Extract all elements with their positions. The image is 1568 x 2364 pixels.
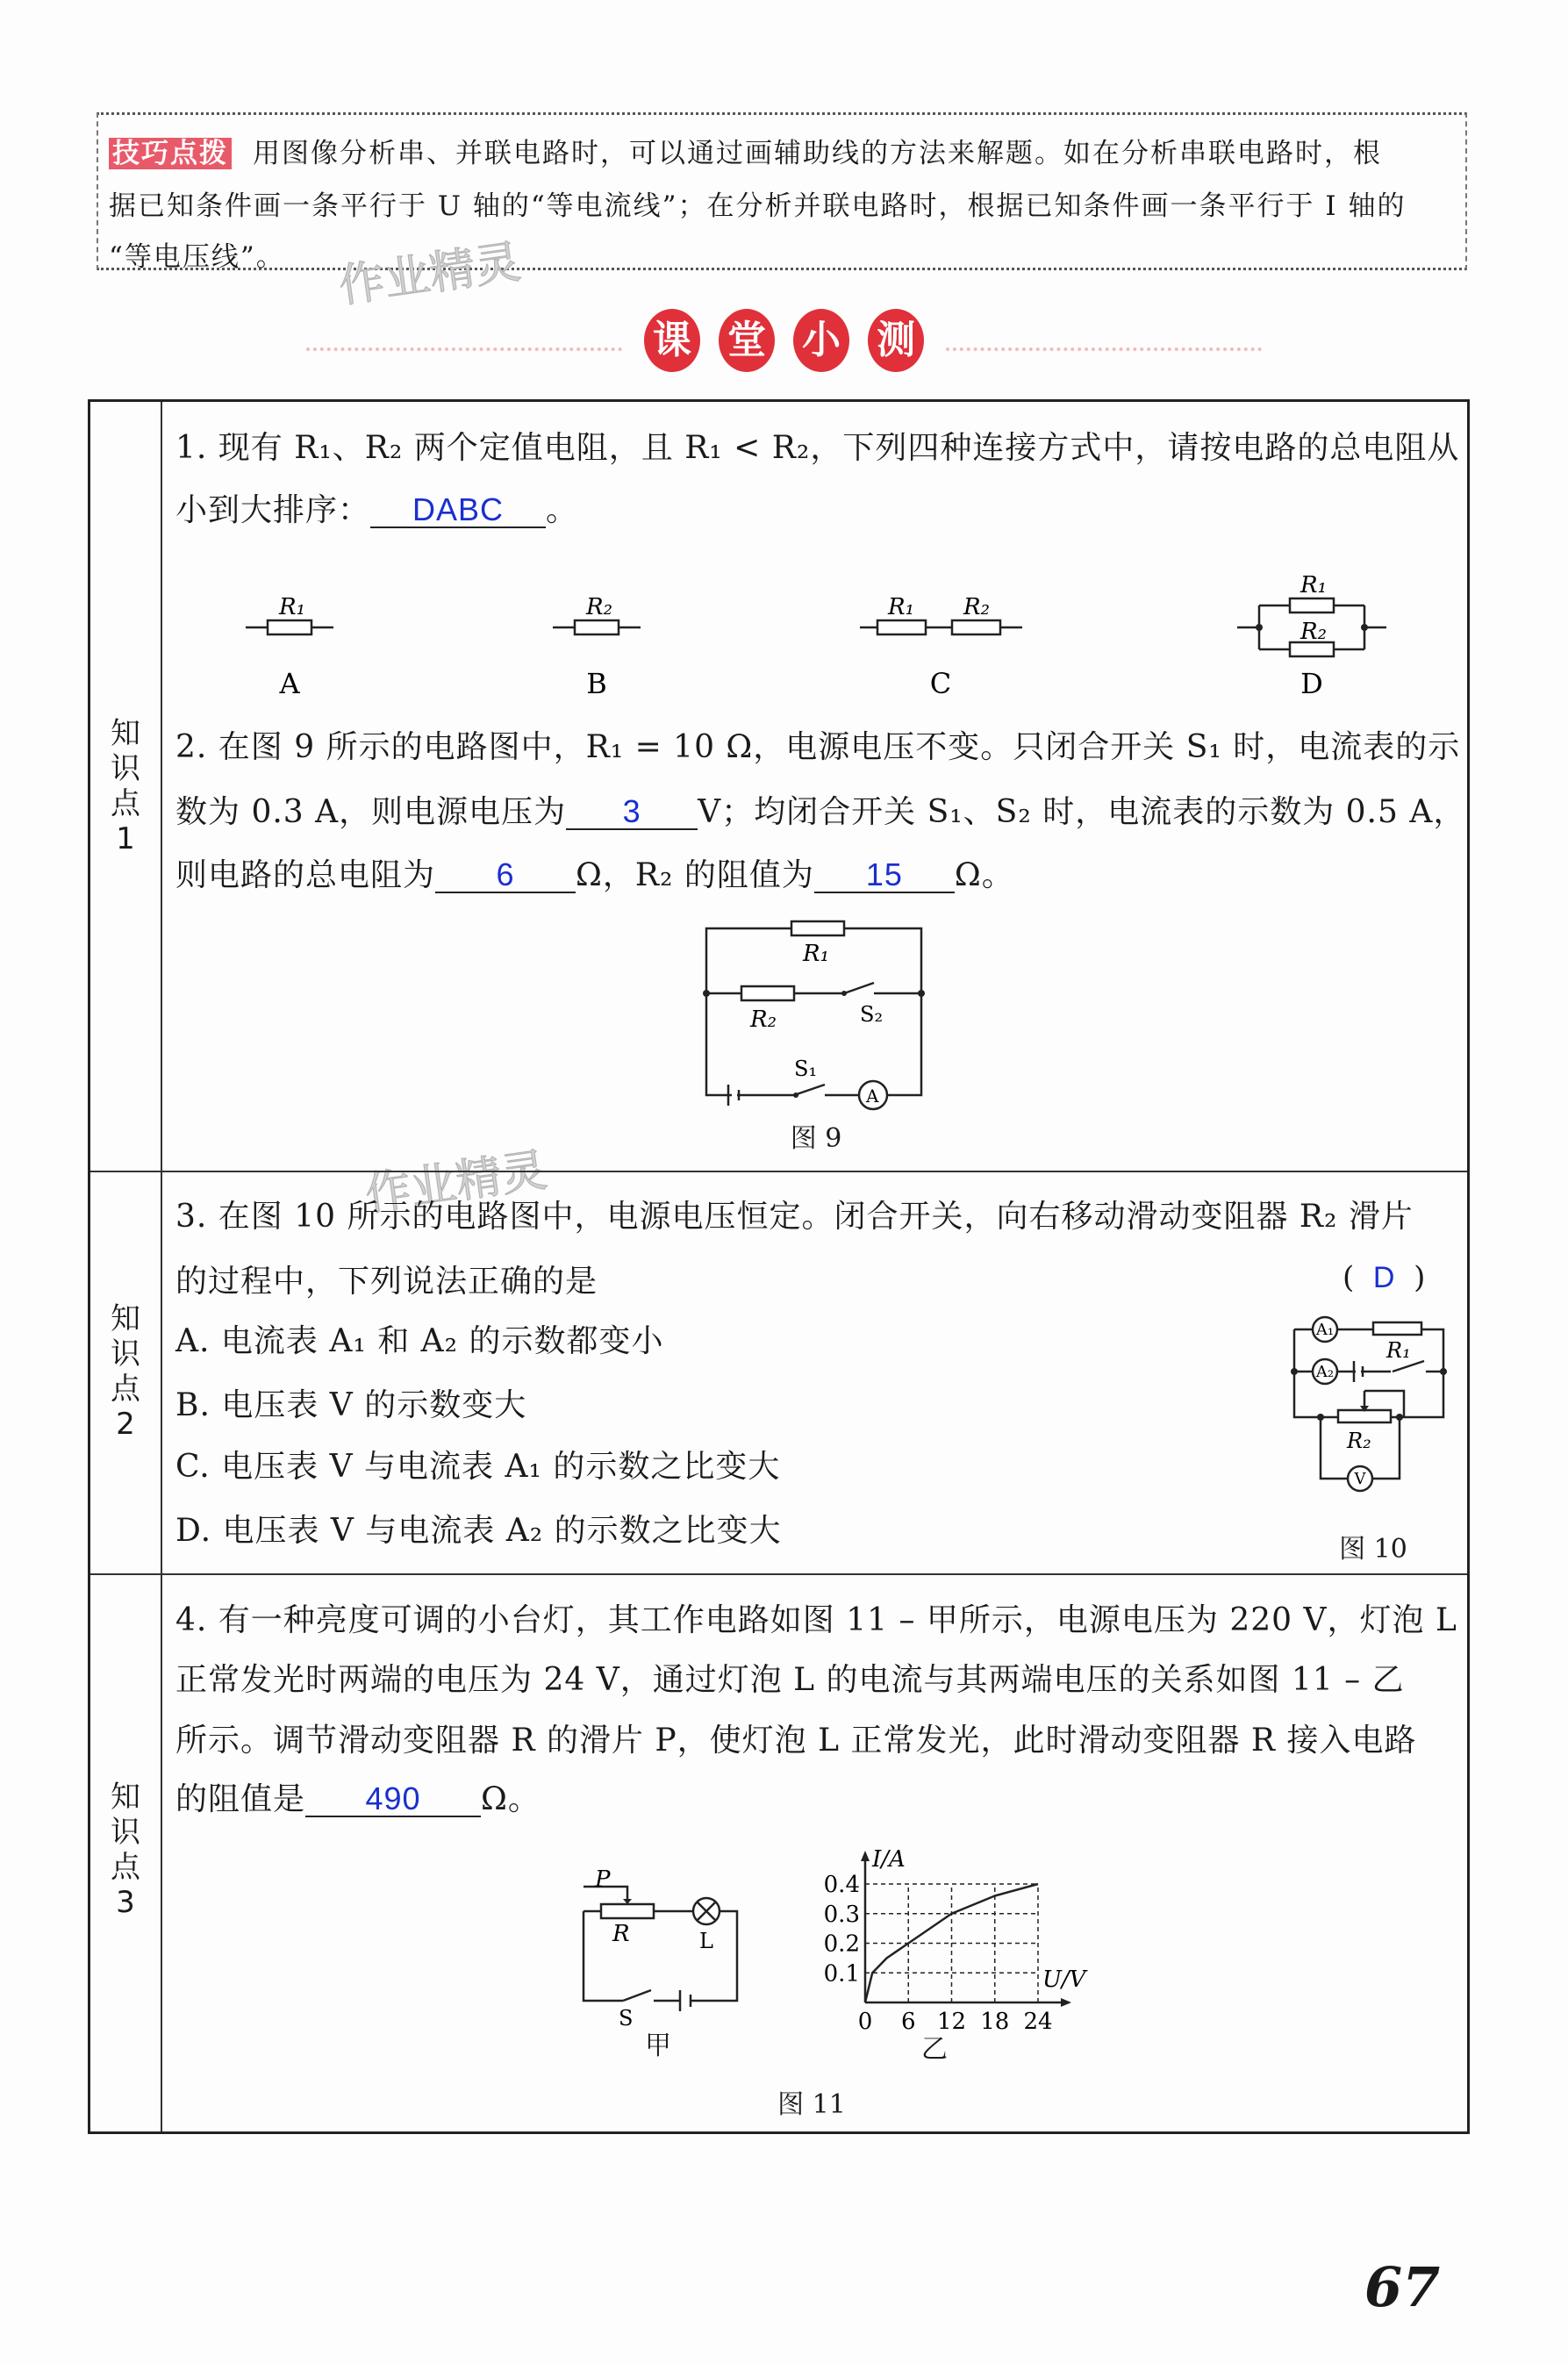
q2-text: 则电路的总电阻为 [175, 857, 436, 893]
q3-text: 的过程中，下列说法正确的是 [175, 1264, 598, 1300]
option-label: D [1300, 667, 1323, 700]
y-tick-label: 0.2 [823, 1931, 860, 1958]
q4-text: Ω。 [481, 1781, 541, 1817]
figure-11-b-label: 乙 [921, 2034, 948, 2065]
x-tick-label: 12 [936, 2009, 967, 2035]
column-divider [161, 402, 162, 2131]
row-divider [90, 1573, 1467, 1575]
y-axis-arrow [861, 1851, 870, 1861]
y-tick-label: 0.4 [823, 1872, 860, 1898]
label-r1: R₁ [1386, 1338, 1411, 1363]
x-axis-label: U/V [1042, 1966, 1086, 1993]
q3-answer-bracket: ( D ) [1342, 1260, 1426, 1295]
resistor-label: R₁ [1300, 572, 1327, 598]
tip-line-1: 用图像分析串、并联电路时，可以通过画辅助线的方法来解题。如在分析串联电路时，根 [253, 138, 1382, 169]
label-s1: S₁ [794, 1057, 818, 1081]
ammeter-a1-icon: A₁ [1315, 1321, 1335, 1339]
knowledge-point-3: 知识点3 [111, 1780, 140, 1920]
figure-9-circuit [693, 913, 939, 1114]
knowledge-point-2: 知识点2 [111, 1301, 140, 1442]
row-divider [90, 1171, 1467, 1172]
title-char: 小 [793, 309, 849, 372]
q3-option-d: D. 电压表 V 与电流表 A₂ 的示数之比变大 [175, 1513, 782, 1549]
label-s: S [619, 2006, 634, 2031]
q2-text: V；均闭合开关 S₁、S₂ 时，电流表的示数为 0.5 A， [698, 794, 1466, 830]
option-label: A [279, 667, 300, 700]
label-r2: R₂ [1347, 1429, 1371, 1453]
voltmeter-icon: V [1354, 1470, 1366, 1488]
tip-line-2: 据已知条件画一条平行于 U 轴的“等电流线”；在分析并联电路时，根据已知条件画一条平行于 I 轴的 [109, 190, 1407, 222]
q1-answer: DABC [370, 493, 546, 528]
q4-answer: 490 [305, 1782, 481, 1817]
label-l: L [699, 1929, 713, 1953]
resistor-label: R₂ [1300, 619, 1327, 645]
q2-answer-r2: 15 [814, 858, 955, 893]
title-char: 课 [644, 309, 700, 372]
q2-text: 2. 在图 9 所示的电路图中，R₁ = 10 Ω，电源电压不变。只闭合开关 S₁ 时，电流表的示 [175, 729, 1461, 765]
q1-text: 。 [546, 492, 579, 528]
q4-text: 所示。调节滑动变阻器 R 的滑片 P，使灯泡 L 正常发光，此时滑动变阻器 R 接入电路 [175, 1723, 1417, 1759]
title-char: 测 [868, 309, 924, 372]
label-s2: S₂ [860, 1002, 884, 1027]
x-tick-label: 24 [1023, 2009, 1053, 2035]
tip-badge: 技巧点拨 [109, 138, 232, 169]
resistor-label: R₁ [888, 594, 914, 620]
q2-answer-total-resistance: 6 [435, 858, 576, 893]
q1-text: 小到大排序： [175, 492, 371, 528]
q2-text: Ω，R₂ 的阻值为 [576, 857, 814, 893]
title-char: 堂 [719, 309, 775, 372]
q3-option-b: B. 电压表 V 的示数变大 [175, 1387, 527, 1423]
q2-text: 数为 0.3 A，则电源电压为 [175, 794, 567, 830]
figure-11-a-circuit [570, 1860, 755, 2031]
ammeter-a2-icon: A₂ [1315, 1363, 1335, 1381]
q2-answer-voltage: 3 [566, 795, 698, 830]
label-r2: R₂ [750, 1006, 777, 1033]
y-tick-label: 0.1 [823, 1960, 860, 1988]
section-title [0, 309, 1568, 372]
q1-diagrams [228, 572, 1421, 702]
figure-11-caption: 图 11 [777, 2089, 846, 2120]
knowledge-point-1: 知识点1 [111, 716, 140, 856]
q3-answer: D [1372, 1261, 1395, 1294]
q1-text: 1. 现有 R₁、R₂ 两个定值电阻，且 R₁ < R₂，下列四种连接方式中，请按电路的总电阻从 [175, 430, 1460, 466]
q4-text: 的阻值是 [175, 1781, 306, 1817]
x-tick-label: 0 [857, 2009, 873, 2035]
q2-text: Ω。 [954, 857, 1014, 893]
tip-line-3: “等电压线”。 [109, 241, 285, 273]
x-tick-label: 18 [980, 2009, 1010, 2035]
y-tick-label: 0.3 [823, 1901, 860, 1928]
y-axis-label: I/A [872, 1846, 906, 1873]
figure-9-caption: 图 9 [790, 1123, 842, 1154]
tip-box [97, 112, 1467, 273]
divider [306, 347, 622, 351]
q4-text: 正常发光时两端的电压为 24 V，通过灯泡 L 的电流与其两端电压的关系如图 11 – 乙 [175, 1662, 1405, 1698]
option-label: C [929, 667, 952, 700]
resistor-label: R₁ [279, 594, 305, 620]
x-tick-label: 6 [900, 2009, 916, 2035]
figure-10-circuit [1277, 1303, 1461, 1505]
label-p: P [595, 1866, 611, 1893]
resistor-label: R₂ [963, 594, 990, 620]
watermark: 作业精灵 [335, 235, 524, 314]
q3-text: 3. 在图 10 所示的电路图中，电源电压恒定。闭合开关，向右移动滑动变阻器 R₂ 滑片 [175, 1199, 1414, 1235]
label-r: R [612, 1921, 630, 1947]
watermark: 作业精灵 [362, 1143, 550, 1222]
divider [946, 347, 1262, 351]
option-label: B [586, 667, 607, 700]
resistor-label: R₂ [586, 594, 612, 620]
figure-11-b-chart [807, 1834, 1086, 2036]
figure-10-caption: 图 10 [1339, 1534, 1407, 1565]
q3-option-c: C. 电压表 V 与电流表 A₁ 的示数之比变大 [175, 1449, 781, 1485]
q3-option-a: A. 电流表 A₁ 和 A₂ 的示数都变小 [175, 1323, 664, 1359]
figure-11-a-label: 甲 [645, 2031, 671, 2061]
ammeter-icon: A [866, 1085, 879, 1107]
page-number: 67 [1364, 2255, 1441, 2319]
label-r1: R₁ [803, 941, 829, 967]
q4-text: 4. 有一种亮度可调的小台灯，其工作电路如图 11 – 甲所示，电源电压为 220 V，灯泡 L [175, 1602, 1457, 1638]
